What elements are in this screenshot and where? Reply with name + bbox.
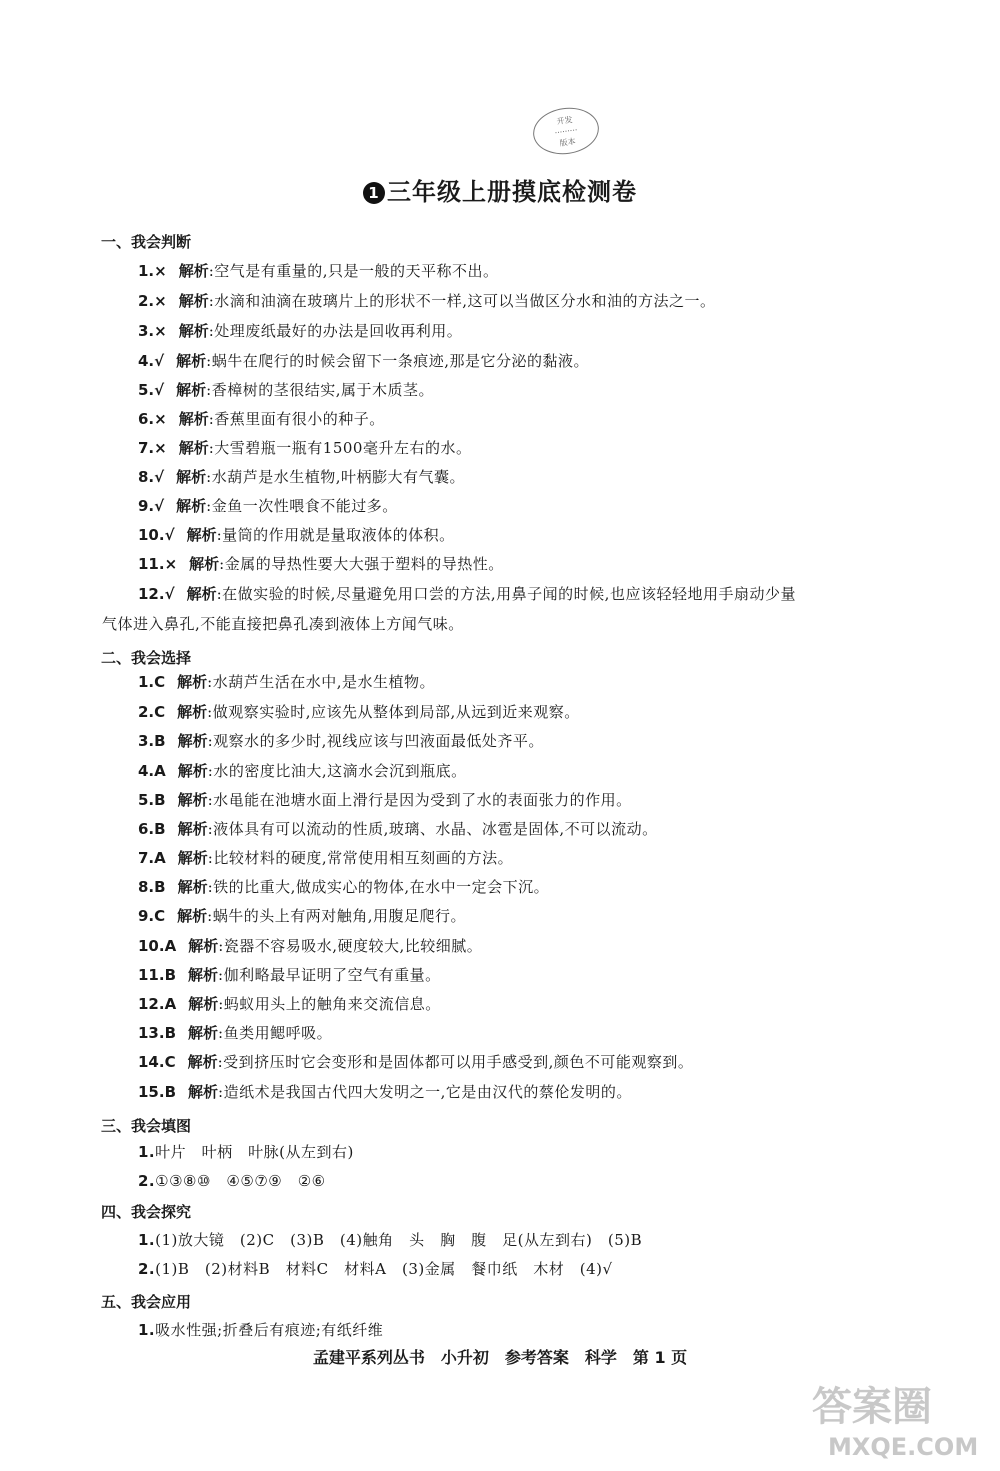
judge-item: 2.× 解析:水滴和油滴在玻璃片上的形状不一样,这可以当做区分水和油的方法之一。 [138, 292, 716, 310]
judge-item: 6.× 解析:香蕉里面有很小的种子。 [138, 410, 385, 428]
judge-item: 12.√ 解析:在做实验的时候,尽量避免用口尝的方法,用鼻子闻的时候,也应该轻轻地用手扇动少量 气体进入鼻孔,不能直接把鼻孔凑到液体上方闻气味。 [138, 579, 888, 639]
judge-item: 3.× 解析:处理废纸最好的办法是回收再利用。 [138, 322, 463, 340]
judge-item: 4.√ 解析:蜗牛在爬行的时候会留下一条痕迹,那是它分泌的黏液。 [138, 352, 589, 370]
section-heading-judge: 一、我会判断 [101, 233, 192, 251]
choice-item: 11.B 解析:伽利略最早证明了空气有重量。 [138, 966, 441, 984]
choice-item: 4.A 解析:水的密度比油大,这滴水会沉到瓶底。 [138, 762, 467, 780]
apply-item: 1.吸水性强;折叠后有痕迹;有纸纤维 [138, 1321, 384, 1339]
stamp-line-2: ········· [554, 125, 579, 138]
choice-item: 9.C 解析:蜗牛的头上有两对触角,用腹足爬行。 [138, 907, 466, 925]
footer-subject: 科学 [584, 1348, 617, 1367]
footer-answers: 参考答案 [504, 1348, 569, 1367]
title-text: 三年级上册摸底检测卷 [387, 178, 637, 206]
footer-series: 孟建平系列丛书 [312, 1348, 425, 1367]
choice-item: 7.A 解析:比较材料的硬度,常常使用相互刻画的方法。 [138, 849, 514, 867]
stamp-seal [530, 104, 602, 159]
judge-item: 1.× 解析:空气是有重量的,只是一般的天平称不出。 [138, 262, 499, 280]
watermark-text: 答案圈 [812, 1384, 932, 1430]
section-heading-choice: 二、我会选择 [101, 649, 192, 667]
judge-item: 5.√ 解析:香樟树的茎很结实,属于木质茎。 [138, 381, 434, 399]
page-title [0, 172, 1000, 207]
choice-item: 12.A 解析:蚂蚁用头上的触角来交流信息。 [138, 995, 441, 1013]
judge-item: 8.√ 解析:水葫芦是水生植物,叶柄膨大有气囊。 [138, 468, 465, 486]
choice-item: 3.B 解析:观察水的多少时,视线应该与凹液面最低处齐平。 [138, 732, 544, 750]
explore-item: 1.(1)放大镜 (2)C (3)B (4)触角 头 胸 腹 足(从左到右) (5)B [138, 1231, 643, 1249]
choice-item: 6.B 解析:液体具有可以流动的性质,玻璃、水晶、冰雹是固体,不可以流动。 [138, 820, 658, 838]
fill-item: 2.①③⑧⑩ ④⑤⑦⑨ ②⑥ [138, 1172, 326, 1190]
choice-item: 2.C 解析:做观察实验时,应该先从整体到局部,从远到近来观察。 [138, 703, 580, 721]
fill-item: 1.叶片 叶柄 叶脉(从左到右) [138, 1143, 354, 1161]
title-number-badge: 1 [363, 182, 385, 204]
choice-item: 14.C 解析:受到挤压时它会变形和是固体都可以用手感受到,颜色不可能观察到。 [138, 1053, 694, 1071]
footer-page-number: 第 1 页 [632, 1348, 688, 1367]
page-footer [0, 1345, 1000, 1368]
judge-item: 11.× 解析:金属的导热性要大大强于塑料的导热性。 [138, 555, 504, 573]
stamp-line-3: 版本 [559, 136, 577, 148]
choice-item: 5.B 解析:水黾能在池塘水面上滑行是因为受到了水的表面张力的作用。 [138, 791, 632, 809]
section-heading-fill: 三、我会填图 [101, 1117, 192, 1135]
judge-item: 10.√ 解析:量筒的作用就是量取液体的体积。 [138, 526, 455, 544]
judge-item: 7.× 解析:大雪碧瓶一瓶有1500毫升左右的水。 [138, 439, 472, 457]
choice-item: 10.A 解析:瓷器不容易吸水,硬度较大,比较细腻。 [138, 937, 483, 955]
judge-item: 9.√ 解析:金鱼一次性喂食不能过多。 [138, 497, 398, 515]
section-heading-apply: 五、我会应用 [101, 1293, 192, 1311]
footer-grade: 小升初 [440, 1348, 489, 1367]
explore-item: 2.(1)B (2)材料B 材料C 材料A (3)金属 餐巾纸 木材 (4)√ [138, 1260, 613, 1278]
section-heading-explore: 四、我会探究 [101, 1203, 192, 1221]
choice-item: 8.B 解析:铁的比重大,做成实心的物体,在水中一定会下沉。 [138, 878, 550, 896]
choice-item: 15.B 解析:造纸术是我国古代四大发明之一,它是由汉代的蔡伦发明的。 [138, 1083, 632, 1101]
watermark-logo [800, 1375, 1000, 1471]
choice-item: 1.C 解析:水葫芦生活在水中,是水生植物。 [138, 673, 435, 691]
stamp-line-1: 开发 [555, 115, 574, 127]
choice-item: 13.B 解析:鱼类用鳃呼吸。 [138, 1024, 333, 1042]
watermark-url: MXQE.COM [828, 1433, 979, 1461]
judge-item-continuation: 气体进入鼻孔,不能直接把鼻孔凑到液体上方闻气味。 [102, 615, 464, 633]
